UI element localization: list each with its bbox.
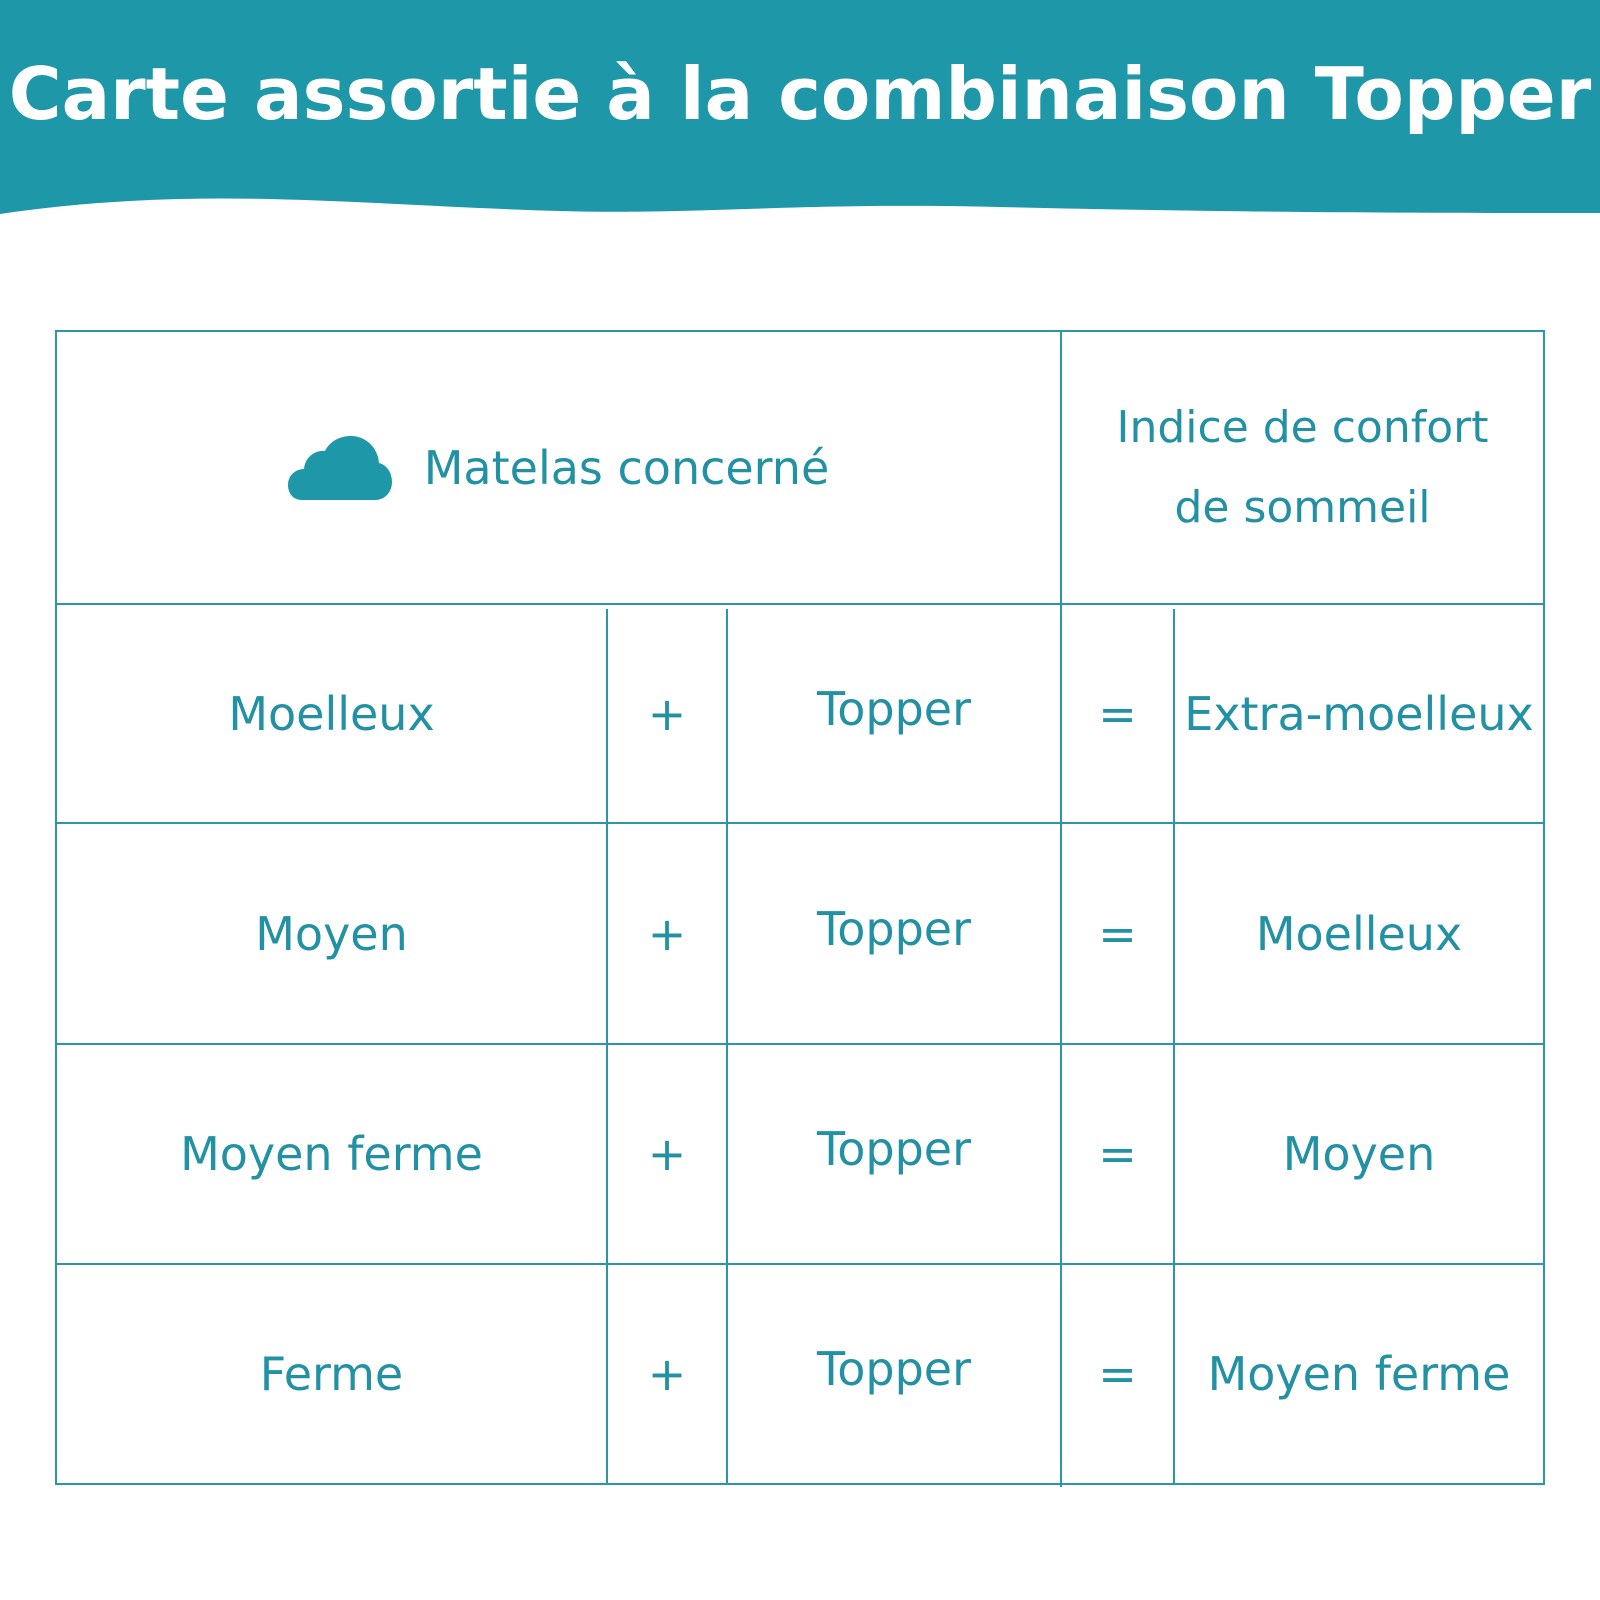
- plus-sign: +: [647, 906, 687, 961]
- header-mattress-cell: [57, 332, 1060, 603]
- equals-sign: =: [1098, 906, 1137, 961]
- index-header-line2: de sommeil: [1174, 481, 1431, 533]
- topper-cell: Topper: [816, 681, 972, 736]
- title-banner: [0, 0, 1600, 230]
- mattress-header-label: Matelas concerné: [423, 440, 830, 495]
- topper-cell: Topper: [816, 901, 972, 956]
- mattress-cell: Ferme: [259, 1347, 404, 1401]
- topper-cell: Topper: [816, 1342, 972, 1396]
- plus-sign: +: [647, 686, 687, 741]
- equals-sign: =: [1098, 686, 1137, 741]
- mattress-cell: Moelleux: [228, 686, 435, 741]
- plus-sign: +: [647, 1127, 687, 1181]
- mattress-cell: Moyen: [255, 906, 408, 961]
- mattress-cell: Moyen ferme: [180, 1127, 483, 1181]
- plus-sign: +: [647, 1347, 687, 1401]
- result-cell: Moelleux: [1255, 906, 1463, 961]
- combination-table: [55, 330, 1545, 1485]
- cloud-icon: [288, 436, 392, 500]
- equals-sign: =: [1098, 1127, 1137, 1181]
- result-cell: Moyen ferme: [1207, 1347, 1511, 1401]
- result-cell: Moyen: [1282, 1127, 1436, 1181]
- index-header-line1: Indice de confort: [1116, 401, 1489, 453]
- result-cell: Extra-moelleux: [1184, 686, 1534, 741]
- header-index-cell: [1062, 332, 1543, 603]
- topper-cell: Topper: [816, 1122, 972, 1176]
- equals-sign: =: [1098, 1347, 1137, 1401]
- page-title: Carte assortie à la combinaison Topper: [8, 52, 1592, 136]
